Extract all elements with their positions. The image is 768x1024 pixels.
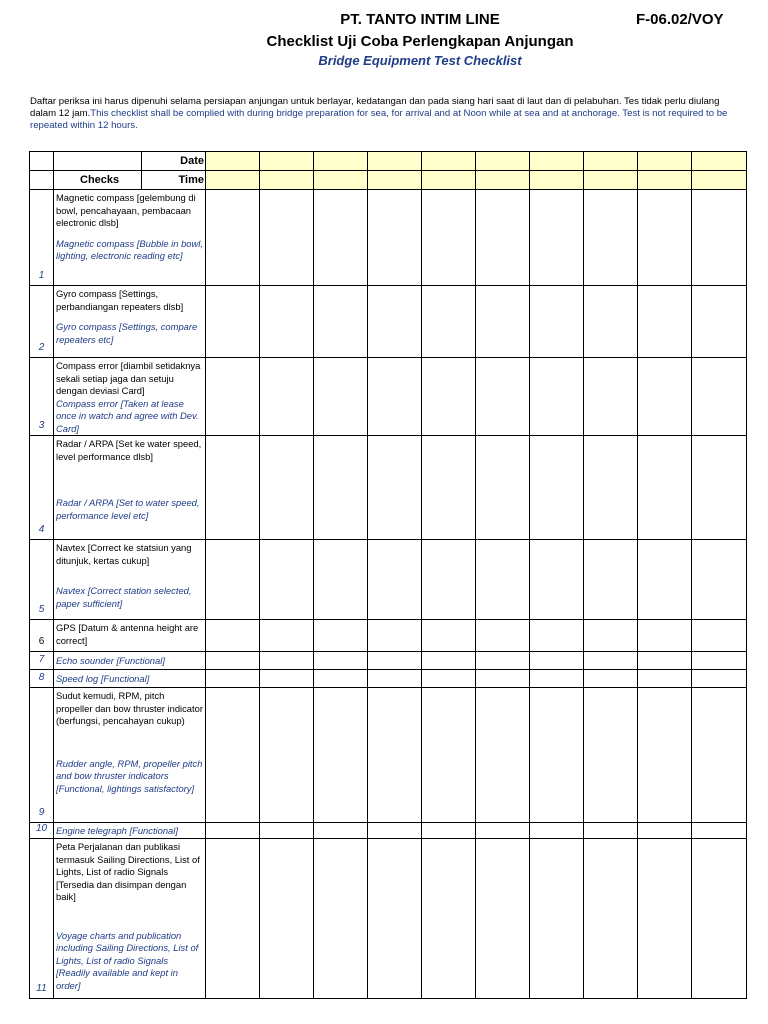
- check-entry-cell[interactable]: [422, 839, 476, 999]
- time-row: [30, 171, 747, 190]
- check-entry-cell[interactable]: [422, 358, 476, 436]
- corner-cell: [30, 152, 54, 171]
- check-entry-cell[interactable]: [638, 358, 692, 436]
- instructions-paragraph: [30, 96, 748, 132]
- check-entry-cell[interactable]: [260, 652, 314, 670]
- check-entry-cell[interactable]: [530, 436, 584, 540]
- instructions-english: This checklist shall be complied with during bridge preparation for sea, for arrival and at Noon while at sea and at anchorage. Test is not required to be repeated within 12 hours.: [30, 108, 728, 131]
- check-entry-cell[interactable]: [692, 652, 747, 670]
- check-description: [54, 670, 206, 688]
- check-description: [54, 839, 206, 999]
- check-entry-cell[interactable]: [638, 436, 692, 540]
- check-description: [54, 436, 206, 540]
- row-number: 2: [30, 286, 54, 358]
- time-input-cell[interactable]: [638, 171, 692, 190]
- check-entry-cell[interactable]: [692, 688, 747, 823]
- check-entry-cell[interactable]: [530, 652, 584, 670]
- check-entry-cell[interactable]: [476, 436, 530, 540]
- time-input-cell[interactable]: [530, 171, 584, 190]
- blank-cell: [54, 152, 142, 171]
- check-entry-cell[interactable]: [368, 436, 422, 540]
- date-input-cell[interactable]: [638, 152, 692, 171]
- check-entry-cell[interactable]: [260, 436, 314, 540]
- check-text-english: Gyro compass [Settings, compare repeaters etc]: [56, 321, 198, 345]
- check-entry-cell[interactable]: [206, 190, 260, 286]
- check-entry-cell[interactable]: [530, 540, 584, 620]
- check-entry-cell[interactable]: [206, 839, 260, 999]
- check-entry-cell[interactable]: [476, 670, 530, 688]
- check-text-english: Navtex [Correct station selected, paper sufficient]: [56, 585, 192, 609]
- date-input-cell[interactable]: [584, 152, 638, 171]
- check-entry-cell[interactable]: [692, 358, 747, 436]
- check-entry-cell[interactable]: [638, 620, 692, 652]
- check-text-indonesian: Sudut kemudi, RPM, pitch propeller dan bow thruster indicator (berfungsi, pencahayan cukup): [56, 690, 203, 726]
- check-entry-cell[interactable]: [692, 620, 747, 652]
- check-entry-cell[interactable]: [638, 688, 692, 823]
- check-text-english: Echo sounder [Functional]: [56, 655, 165, 667]
- checklist-row: [30, 839, 747, 999]
- checklist-title-indonesian: Checklist Uji Coba Perlengkapan Anjungan: [266, 33, 574, 50]
- check-entry-cell[interactable]: [530, 358, 584, 436]
- check-text-indonesian: Radar / ARPA [Set ke water speed, level performance dlsb]: [56, 438, 202, 462]
- check-entry-cell[interactable]: [476, 688, 530, 823]
- check-text-english: Compass error [Taken at lease once in watch and agree with Dev. Card]: [56, 397, 199, 434]
- date-label: Date: [142, 152, 206, 171]
- check-entry-cell[interactable]: [530, 286, 584, 358]
- date-input-cell[interactable]: [476, 152, 530, 171]
- check-text-english: Voyage charts and publication including Sailing Directions, List of Lights, List of radio Signals [Readily available and kept in order]: [56, 929, 199, 991]
- checklist-table: [29, 151, 747, 999]
- date-input-cell[interactable]: [260, 152, 314, 171]
- check-entry-cell[interactable]: [692, 839, 747, 999]
- check-text-english: Engine telegraph [Functional]: [56, 825, 178, 837]
- check-entry-cell[interactable]: [584, 190, 638, 286]
- check-description: [54, 652, 206, 670]
- check-entry-cell[interactable]: [584, 688, 638, 823]
- check-entry-cell[interactable]: [260, 286, 314, 358]
- check-entry-cell[interactable]: [692, 286, 747, 358]
- row-number: 4: [30, 436, 54, 540]
- checks-label: Checks: [54, 171, 142, 190]
- instructions-indonesian: Daftar periksa ini harus dipenuhi selama persiapan anjungan untuk berlayar, kedatangan dan pada siang hari saat di laut dan di pelabuhan. Tes tidak perlu diulang dalam 12 jam.: [30, 96, 720, 119]
- time-input-cell[interactable]: [314, 171, 368, 190]
- check-entry-cell[interactable]: [368, 358, 422, 436]
- row-number: 11: [30, 839, 54, 999]
- check-entry-cell[interactable]: [476, 839, 530, 999]
- check-entry-cell[interactable]: [584, 620, 638, 652]
- check-entry-cell[interactable]: [206, 670, 260, 688]
- time-input-cell[interactable]: [260, 171, 314, 190]
- check-text-english: Rudder angle, RPM, propeller pitch and bow thruster indicators [Functional, lightings satisfactory]: [56, 757, 203, 794]
- check-entry-cell[interactable]: [584, 839, 638, 999]
- checklist-row: [30, 670, 747, 688]
- time-input-cell[interactable]: [476, 171, 530, 190]
- check-entry-cell[interactable]: [584, 540, 638, 620]
- check-entry-cell[interactable]: [422, 652, 476, 670]
- check-entry-cell[interactable]: [638, 652, 692, 670]
- row-number: 6: [30, 620, 54, 652]
- row-number: 5: [30, 540, 54, 620]
- check-entry-cell[interactable]: [314, 652, 368, 670]
- check-description: [54, 286, 206, 358]
- company-name: PT. TANTO INTIM LINE: [340, 11, 500, 28]
- check-entry-cell[interactable]: [692, 670, 747, 688]
- check-entry-cell[interactable]: [638, 823, 692, 839]
- check-entry-cell[interactable]: [422, 540, 476, 620]
- time-input-cell[interactable]: [368, 171, 422, 190]
- check-entry-cell[interactable]: [206, 358, 260, 436]
- form-code: F-06.02/VOY: [636, 11, 724, 28]
- check-entry-cell[interactable]: [584, 670, 638, 688]
- check-entry-cell[interactable]: [638, 190, 692, 286]
- check-entry-cell[interactable]: [314, 190, 368, 286]
- check-entry-cell[interactable]: [584, 823, 638, 839]
- check-entry-cell[interactable]: [584, 286, 638, 358]
- checklist-row: [30, 190, 747, 286]
- row-number: 1: [30, 190, 54, 286]
- date-input-cell[interactable]: [422, 152, 476, 171]
- check-entry-cell[interactable]: [314, 670, 368, 688]
- check-entry-cell[interactable]: [368, 670, 422, 688]
- check-entry-cell[interactable]: [314, 688, 368, 823]
- check-entry-cell[interactable]: [314, 436, 368, 540]
- time-input-cell[interactable]: [692, 171, 747, 190]
- checklist-title-english: Bridge Equipment Test Checklist: [318, 53, 522, 68]
- time-input-cell[interactable]: [206, 171, 260, 190]
- check-entry-cell[interactable]: [692, 190, 747, 286]
- check-entry-cell[interactable]: [206, 286, 260, 358]
- check-entry-cell[interactable]: [638, 286, 692, 358]
- check-entry-cell[interactable]: [368, 823, 422, 839]
- check-entry-cell[interactable]: [368, 620, 422, 652]
- check-text-indonesian: Navtex [Correct ke statsiun yang ditunjuk, kertas cukup]: [56, 542, 192, 566]
- check-entry-cell[interactable]: [476, 540, 530, 620]
- row-number: 7: [30, 652, 54, 670]
- check-entry-cell[interactable]: [260, 190, 314, 286]
- check-entry-cell[interactable]: [368, 839, 422, 999]
- check-text-indonesian: Peta Perjalanan dan publikasi termasuk Sailing Directions, List of Lights, List of radio Signals [Tersedia dan disimpan dengan baik]: [56, 841, 200, 902]
- check-entry-cell[interactable]: [530, 670, 584, 688]
- check-entry-cell[interactable]: [476, 358, 530, 436]
- check-entry-cell[interactable]: [422, 823, 476, 839]
- date-input-cell[interactable]: [692, 152, 747, 171]
- check-entry-cell[interactable]: [368, 190, 422, 286]
- date-row: [30, 152, 747, 171]
- check-entry-cell[interactable]: [476, 190, 530, 286]
- check-text-english: Speed log [Functional]: [56, 673, 150, 685]
- check-entry-cell[interactable]: [314, 358, 368, 436]
- check-entry-cell[interactable]: [260, 688, 314, 823]
- check-entry-cell[interactable]: [206, 688, 260, 823]
- check-entry-cell[interactable]: [422, 190, 476, 286]
- check-entry-cell[interactable]: [260, 823, 314, 839]
- check-entry-cell[interactable]: [260, 358, 314, 436]
- check-text-indonesian: Magnetic compass [gelembung di bowl, pencahayaan, pembacaan electronic dlsb]: [56, 192, 196, 228]
- date-input-cell[interactable]: [368, 152, 422, 171]
- check-entry-cell[interactable]: [530, 823, 584, 839]
- check-entry-cell[interactable]: [260, 540, 314, 620]
- checklist-row: [30, 540, 747, 620]
- check-entry-cell[interactable]: [584, 436, 638, 540]
- check-entry-cell[interactable]: [530, 839, 584, 999]
- row-number: 10: [30, 823, 54, 839]
- row-number: 9: [30, 688, 54, 823]
- check-text-indonesian: Compass error [diambil setidaknya sekali setiap jaga dan setuju dengan deviasi Card]: [56, 360, 201, 396]
- check-entry-cell[interactable]: [476, 823, 530, 839]
- check-entry-cell[interactable]: [368, 688, 422, 823]
- checklist-row: [30, 620, 747, 652]
- check-entry-cell[interactable]: [584, 652, 638, 670]
- check-entry-cell[interactable]: [314, 839, 368, 999]
- check-description: [54, 540, 206, 620]
- checklist-row: [30, 286, 747, 358]
- check-text-indonesian: GPS [Datum & antenna height are correct]: [56, 622, 199, 646]
- corner-cell: [30, 171, 54, 190]
- checklist-row: [30, 358, 747, 436]
- checklist-row: [30, 688, 747, 823]
- check-entry-cell[interactable]: [314, 823, 368, 839]
- check-entry-cell[interactable]: [206, 652, 260, 670]
- check-entry-cell[interactable]: [692, 540, 747, 620]
- check-entry-cell[interactable]: [206, 436, 260, 540]
- check-entry-cell[interactable]: [476, 652, 530, 670]
- check-entry-cell[interactable]: [314, 540, 368, 620]
- check-entry-cell[interactable]: [530, 620, 584, 652]
- check-text-indonesian: Gyro compass [Settings, perbandiangan repeaters dlsb]: [56, 288, 184, 312]
- check-entry-cell[interactable]: [422, 286, 476, 358]
- check-entry-cell[interactable]: [368, 652, 422, 670]
- check-entry-cell[interactable]: [638, 839, 692, 999]
- check-description: [54, 823, 206, 839]
- check-entry-cell[interactable]: [422, 436, 476, 540]
- check-entry-cell[interactable]: [422, 688, 476, 823]
- check-description: [54, 620, 206, 652]
- check-entry-cell[interactable]: [638, 540, 692, 620]
- time-label: Time: [142, 171, 206, 190]
- check-entry-cell[interactable]: [530, 688, 584, 823]
- check-entry-cell[interactable]: [692, 436, 747, 540]
- time-input-cell[interactable]: [422, 171, 476, 190]
- time-input-cell[interactable]: [584, 171, 638, 190]
- check-entry-cell[interactable]: [422, 670, 476, 688]
- check-description: [54, 190, 206, 286]
- checklist-row: [30, 652, 747, 670]
- check-entry-cell[interactable]: [692, 823, 747, 839]
- check-entry-cell[interactable]: [476, 620, 530, 652]
- check-entry-cell[interactable]: [260, 670, 314, 688]
- check-entry-cell[interactable]: [476, 286, 530, 358]
- check-entry-cell[interactable]: [314, 620, 368, 652]
- check-text-english: Radar / ARPA [Set to water speed, performance level etc]: [56, 497, 200, 521]
- check-entry-cell[interactable]: [206, 620, 260, 652]
- check-text-english: Magnetic compass [Bubble in bowl, lighting, electronic reading etc]: [56, 237, 203, 261]
- check-entry-cell[interactable]: [206, 823, 260, 839]
- check-entry-cell[interactable]: [368, 540, 422, 620]
- check-description: [54, 358, 206, 436]
- row-number: 8: [30, 670, 54, 688]
- check-entry-cell[interactable]: [422, 620, 476, 652]
- date-input-cell[interactable]: [314, 152, 368, 171]
- check-entry-cell[interactable]: [584, 358, 638, 436]
- check-entry-cell[interactable]: [206, 540, 260, 620]
- check-entry-cell[interactable]: [638, 670, 692, 688]
- check-entry-cell[interactable]: [314, 286, 368, 358]
- check-entry-cell[interactable]: [260, 620, 314, 652]
- check-entry-cell[interactable]: [260, 839, 314, 999]
- date-input-cell[interactable]: [530, 152, 584, 171]
- checklist-row: [30, 823, 747, 839]
- check-entry-cell[interactable]: [530, 190, 584, 286]
- checklist-row: [30, 436, 747, 540]
- check-description: [54, 688, 206, 823]
- date-input-cell[interactable]: [206, 152, 260, 171]
- row-number: 3: [30, 358, 54, 436]
- check-entry-cell[interactable]: [368, 286, 422, 358]
